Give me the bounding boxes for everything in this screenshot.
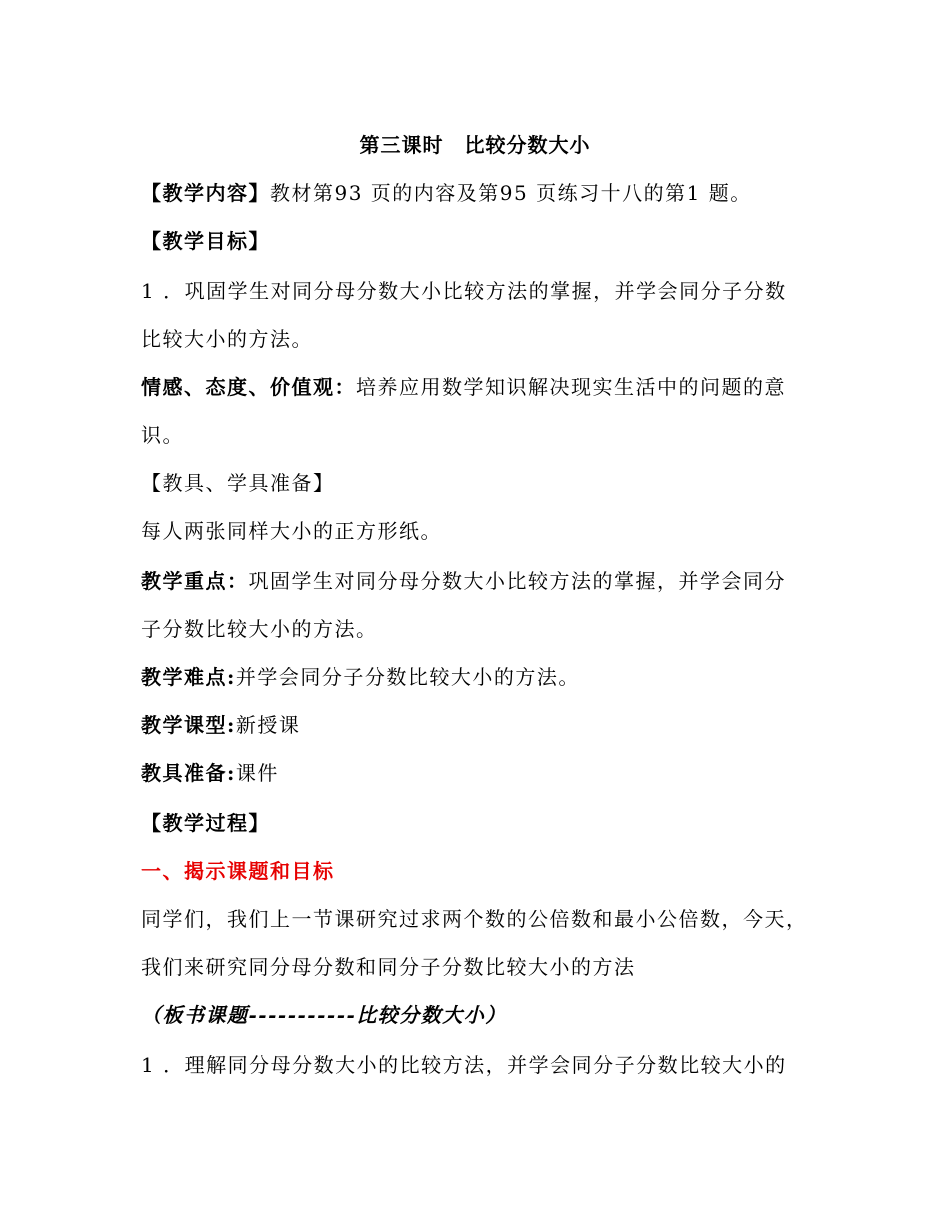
emotion-label: 情感、态度、价值观： bbox=[141, 375, 356, 399]
prep-line bbox=[141, 759, 821, 787]
board-title-line: （板书课题-----------比较分数大小） bbox=[141, 1003, 507, 1027]
objective-item-1-line-1: 1 ．巩固学生对同分母分数大小比较方法的掌握，并学会同分子分数 bbox=[141, 279, 787, 303]
teaching-content-line bbox=[141, 179, 821, 207]
tools-text: 每人两张同样大小的正方形纸。 bbox=[141, 519, 442, 543]
emotion-line-1 bbox=[141, 373, 821, 401]
objective-item-1-line-2: 比较大小的方法。 bbox=[141, 327, 313, 351]
difficulty-label: 教学难点: bbox=[141, 665, 236, 689]
tools-label: 【教具、学具准备】 bbox=[141, 471, 335, 495]
key-point-line-2: 子分数比较大小的方法。 bbox=[141, 617, 378, 641]
section-1-para-line-2: 我们来研究同分母分数和同分子分数比较大小的方法 bbox=[141, 955, 636, 979]
section-1-heading: 一、揭示课题和目标 bbox=[141, 859, 335, 883]
difficulty-line bbox=[141, 663, 821, 691]
key-point-text-1: 巩固学生对同分母分数大小比较方法的掌握，并学会同分 bbox=[248, 569, 786, 593]
teaching-content-label: 【教学内容】 bbox=[141, 181, 270, 205]
emotion-text-1: 培养应用数学知识解决现实生活中的问题的意 bbox=[356, 375, 786, 399]
section-1-para-line-1: 同学们，我们上一节课研究过求两个数的公倍数和最小公倍数，今天， bbox=[141, 907, 808, 931]
lesson-type-text: 新授课 bbox=[235, 713, 301, 737]
page-title: 第三课时 比较分数大小 bbox=[359, 133, 591, 157]
lesson-type-line bbox=[141, 711, 821, 739]
prep-label: 教具准备: bbox=[141, 761, 236, 785]
teaching-content-text: 教材第93 页的内容及第95 页练习十八的第1 题。 bbox=[270, 181, 752, 205]
section-1-item-1: 1 ．理解同分母分数大小的比较方法，并学会同分子分数比较大小的 bbox=[141, 1053, 787, 1077]
teaching-process-label: 【教学过程】 bbox=[141, 811, 270, 835]
prep-text: 课件 bbox=[235, 761, 279, 785]
difficulty-text: 并学会同分子分数比较大小的方法。 bbox=[235, 665, 580, 689]
teaching-objectives-label: 【教学目标】 bbox=[141, 229, 270, 253]
emotion-line-2: 识。 bbox=[141, 423, 184, 447]
lesson-type-label: 教学课型: bbox=[141, 713, 236, 737]
key-point-line-1 bbox=[141, 567, 821, 595]
key-point-label: 教学重点： bbox=[141, 569, 249, 593]
